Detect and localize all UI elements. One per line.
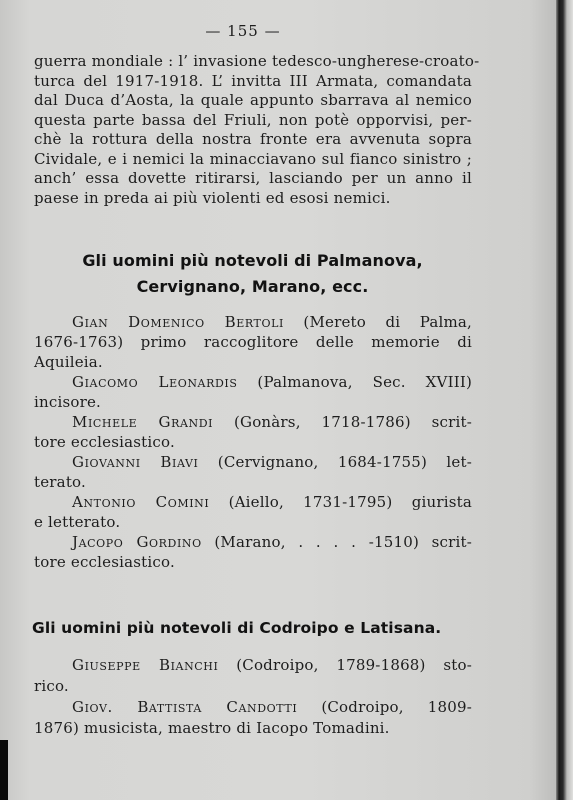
entry-bertoli: [34, 312, 472, 372]
text-line: dal Duca d’Aosta, la quale appunto sbarrava al nemico: [34, 91, 472, 109]
text-line: 1876) musicista, maestro di Iacopo Tomadini.: [34, 719, 390, 737]
entry-leonardis: [34, 372, 472, 412]
scan-shadow: [0, 740, 8, 800]
section-heading-codroipo: Gli uomini più notevoli di Codroipo e Latisana.: [32, 619, 442, 637]
book-spine-edge: [556, 0, 573, 800]
person-name: Giuseppe Bianchi: [72, 656, 219, 674]
text-line: anch’ essa dovette ritirarsi, lasciando per un anno il: [34, 169, 472, 187]
text-line: paese in preda ai più violenti ed esosi nemici.: [34, 188, 391, 207]
page-number: — 155 —: [205, 22, 281, 40]
text-line: turca del 1917-1918. L’ invitta III Armata, comandata: [34, 71, 472, 90]
text-line: Cividale, e i nemici la minacciavano sul fianco sinistro ;: [34, 149, 472, 168]
text-line: questa parte bassa del Friuli, non potè opporvisi, per-: [34, 110, 472, 129]
text-line: chè la rottura della nostra fronte era avvenuta sopra: [34, 130, 472, 148]
entry-bianchi: [34, 655, 472, 697]
text-line: guerra mondiale : l’ invasione tedesco-ungherese-croato-: [34, 52, 480, 70]
entry-grandi: [34, 412, 472, 452]
text-line: tore ecclesiastico.: [34, 433, 175, 451]
person-name: Michele Grandi: [72, 413, 214, 431]
entry-text: (Aiello, 1731-1795) giurista: [209, 493, 472, 511]
codroipo-entries: [34, 655, 472, 739]
text-line: rico.: [34, 677, 69, 695]
entry-gordino: [34, 532, 472, 572]
entry-biavi: [34, 452, 472, 492]
entry-text: (Codroipo, 1809-: [297, 698, 472, 716]
entry-text: (Palmanova, Sec. XVIII): [237, 373, 472, 391]
text-line: Aquileia.: [34, 353, 103, 371]
text-line: terato.: [34, 473, 86, 491]
person-name: Giov. Battista Candotti: [72, 698, 298, 716]
intro-paragraph: [34, 52, 480, 208]
person-name: Jacopo Gordino: [72, 533, 202, 551]
text-line: 1676-1763) primo raccoglitore delle memorie di: [34, 333, 472, 351]
entry-text: (Mereto di Palma,: [283, 313, 473, 331]
person-name: Giovanni Biavi: [72, 453, 199, 471]
entry-candotti: [34, 697, 472, 739]
person-name: Antonio Comini: [72, 493, 210, 511]
heading-line: Gli uomini più notevoli di Palmanova,: [82, 251, 423, 270]
text-line: tore ecclesiastico.: [34, 553, 175, 571]
entry-comini: [34, 492, 472, 532]
person-name: Giacomo Leonardis: [72, 373, 238, 391]
heading-line: Cervignano, Marano, ecc.: [136, 277, 369, 296]
text-line: e letterato.: [34, 513, 121, 531]
text-line: incisore.: [34, 393, 102, 411]
entry-text: (Codroipo, 1789-1868) sto-: [218, 656, 472, 674]
person-name: Gian Domenico Bertoli: [72, 313, 284, 331]
entry-text: (Cervignano, 1684-1755) let-: [198, 453, 472, 471]
entry-text: (Gonàrs, 1718-1786) scrit-: [213, 413, 472, 431]
section-heading-palmanova: [30, 248, 475, 300]
entry-text: (Marano, . . . . -1510) scrit-: [201, 533, 472, 551]
palmanova-entries: [34, 312, 472, 572]
